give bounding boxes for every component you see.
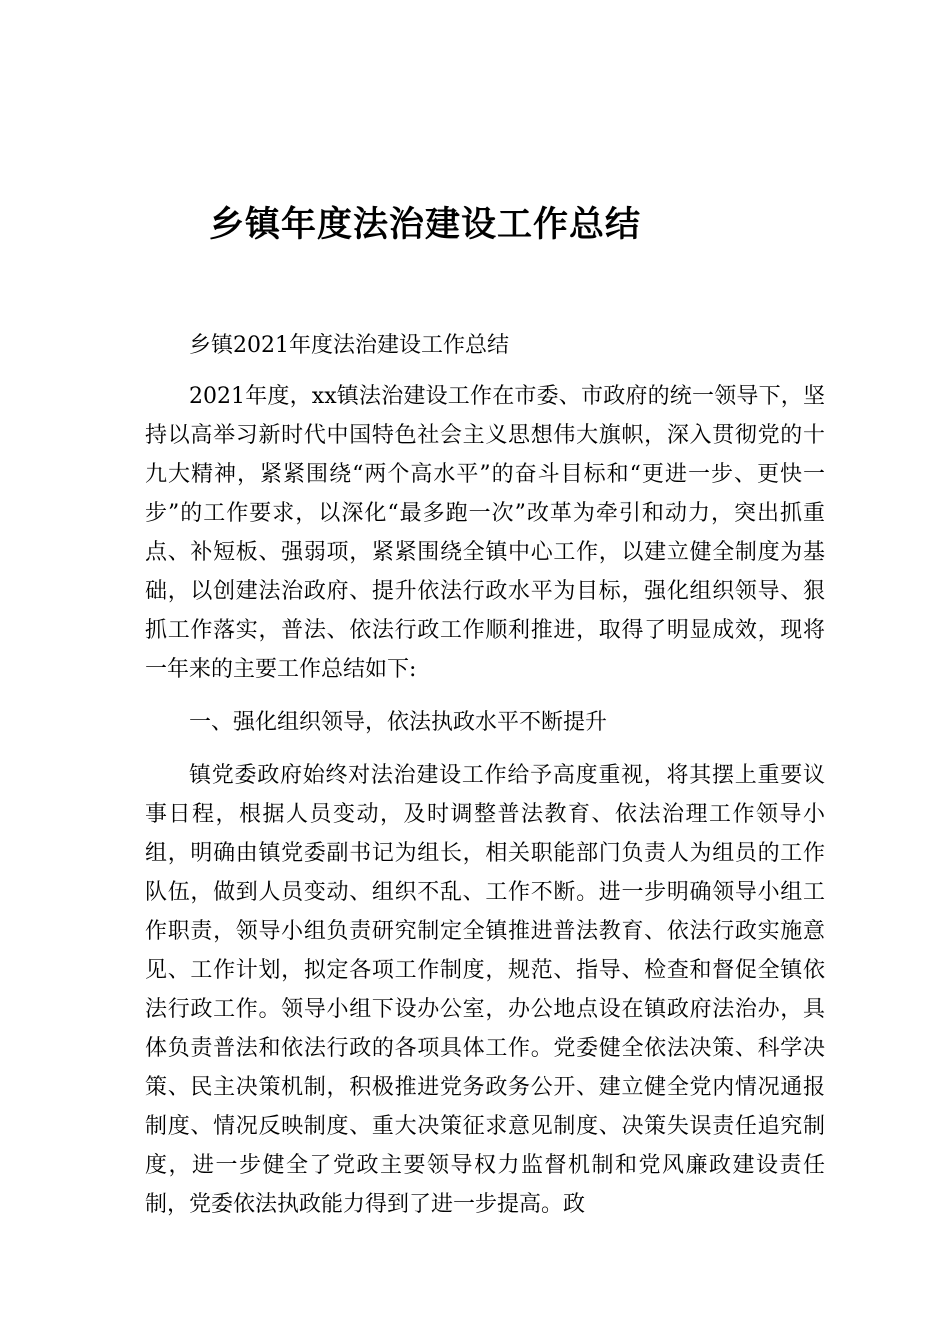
section-heading-1: 一、强化组织领导，依法执政水平不断提升 — [189, 710, 608, 735]
paragraph-intro: 2021年度，xx镇法治建设工作在市委、市政府的统一领导下，坚持以高举习新时代中国特色社会主义思想伟大旗帜，深入贯彻党的十九大精神，紧紧围绕“两个高水平”的奋斗目标和“更进一步、更快一步”的工作要求，以深化“最多跑一次”改革为牵引和动力，突出抓重点、补短板、强弱项，紧紧围绕全镇中心工作，以建立健全制度为基础，以创建法治政府、提升依法行政水平为目标，强化组织领导、狠抓工作落实，普法、依法行政工作顺利推进，取得了明显成效，现将一年来的主要工作总结如下: — [145, 384, 825, 682]
document-title: 乡镇年度法治建设工作总结 — [208, 205, 641, 245]
document-subtitle: 乡镇2021年度法治建设工作总结 — [189, 333, 509, 358]
document-body — [145, 326, 825, 1238]
paragraph-section-1: 镇党委政府始终对法治建设工作给予高度重视，将其摆上重要议事日程，根据人员变动，及时调整普法教育、依法治理工作领导小组，明确由镇党委副书记为组长，相关职能部门负责人为组员的工作队伍，做到人员变动、组织不乱、工作不断。进一步明确领导小组工作职责，领导小组负责研究制定全镇推进普法教育、依法行政实施意见、工作计划，拟定各项工作制度，规范、指导、检查和督促全镇依法行政工作。领导小组下设办公室，办公地点设在镇政府法治办，具体负责普法和依法行政的各项具体工作。党委健全依法决策、科学决策、民主决策机制，积极推进党务政务公开、建立健全党内情况通报制度、情况反映制度、重大决策征求意见制度、决策失误责任追究制度，进一步健全了党政主要领导权力监督机制和党风廉政建设责任制，党委依法执政能力得到了进一步提高。政 — [145, 763, 825, 1217]
